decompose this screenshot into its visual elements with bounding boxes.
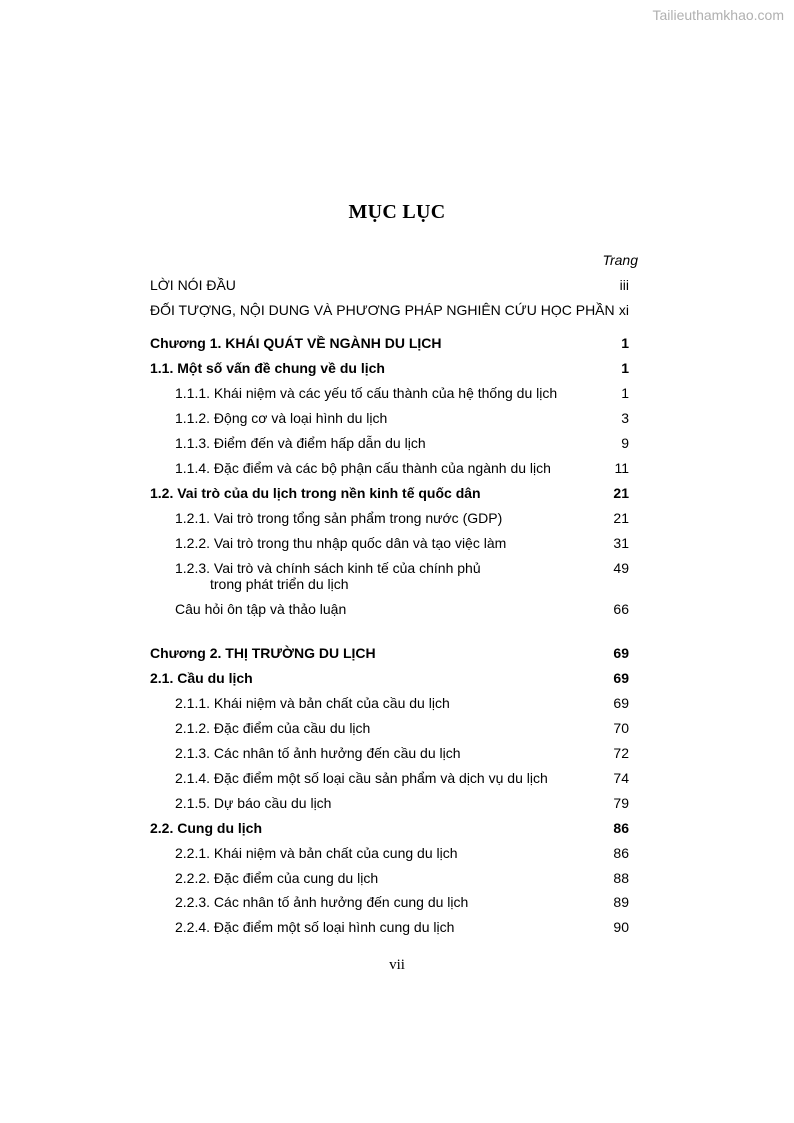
toc-section-2-2[interactable] xyxy=(150,820,629,836)
toc-entry-page: 9 xyxy=(621,435,629,451)
toc-entry-page: 72 xyxy=(613,745,629,761)
toc-chapter-1[interactable] xyxy=(150,335,629,351)
toc-entry-label: Chương 1. KHÁI QUÁT VỀ NGÀNH DU LỊCH xyxy=(150,335,442,351)
toc-entry-page: 31 xyxy=(613,535,629,551)
toc-entry-page: 69 xyxy=(613,645,629,661)
toc-subsection-2-2-1[interactable] xyxy=(175,845,629,861)
toc-entry-label: Câu hỏi ôn tập và thảo luận xyxy=(175,601,347,617)
toc-entry-label: LỜI NÓI ĐẦU xyxy=(150,277,236,293)
toc-entry-page: 88 xyxy=(613,870,629,886)
toc-entry-label: 1.1.1. Khái niệm và các yếu tố cấu thành của hệ thống du lịch xyxy=(175,385,558,401)
toc-subsection-1-2-1[interactable] xyxy=(175,510,629,526)
page-number: vii xyxy=(389,957,405,973)
toc-entry-page: 74 xyxy=(613,770,629,786)
toc-review-questions-1[interactable] xyxy=(175,601,629,617)
toc-subsection-2-1-3[interactable] xyxy=(175,745,629,761)
toc-subsection-1-2-2[interactable] xyxy=(175,535,629,551)
toc-entry-page: 90 xyxy=(613,919,629,935)
toc-entry-label: 2.1.3. Các nhân tố ảnh hưởng đến cầu du lịch xyxy=(175,745,461,761)
toc-entry-page: iii xyxy=(619,277,629,293)
toc-entry-page: 21 xyxy=(613,485,629,501)
toc-entry-label: 2.2.4. Đặc điểm một số loại hình cung du lịch xyxy=(175,919,455,935)
toc-entry-page: 3 xyxy=(621,410,629,426)
toc-entry-page: 1 xyxy=(621,335,629,351)
toc-section-1-1[interactable] xyxy=(150,360,629,376)
toc-entry-page: 79 xyxy=(613,795,629,811)
toc-subsection-2-2-2[interactable] xyxy=(175,870,629,886)
page-title: MỤC LỤC xyxy=(348,201,446,223)
toc-entry-label: 2.1. Cầu du lịch xyxy=(150,670,253,686)
toc-entry-page: 1 xyxy=(621,360,629,376)
toc-subsection-1-1-2[interactable] xyxy=(175,410,629,426)
toc-entry-page: 21 xyxy=(613,510,629,526)
toc-entry-label: 2.1.4. Đặc điểm một số loại cầu sản phẩm và dịch vụ du lịch xyxy=(175,770,548,786)
toc-chapter-2[interactable] xyxy=(150,645,629,661)
toc-entry-label: 1.1.4. Đặc điểm và các bộ phận cấu thành của ngành du lịch xyxy=(175,460,551,476)
toc-entry-page: 1 xyxy=(621,385,629,401)
toc-entry-page: 11 xyxy=(614,460,629,476)
toc-entry-label: 1.2.3. Vai trò và chính sách kinh tế của chính phủ xyxy=(175,560,481,576)
toc-entry-label: ĐỐI TƯỢNG, NỘI DUNG VÀ PHƯƠNG PHÁP NGHIÊN CỨU HỌC PHẦN xyxy=(150,302,615,318)
toc-entry-page: 86 xyxy=(613,820,629,836)
toc-entry-label: 1.1.2. Động cơ và loại hình du lịch xyxy=(175,410,388,426)
toc-subsection-1-2-3[interactable] xyxy=(175,560,629,592)
toc-subsection-2-1-4[interactable] xyxy=(175,770,629,786)
toc-entry-label: 2.1.1. Khái niệm và bản chất của cầu du lịch xyxy=(175,695,450,711)
toc-entry-page: xi xyxy=(618,302,629,318)
toc-entry-label: 2.2.3. Các nhân tố ảnh hưởng đến cung du lịch xyxy=(175,894,469,910)
toc-entry-loi-noi-dau[interactable] xyxy=(150,277,629,293)
toc-entry-label: 1.2.1. Vai trò trong tổng sản phẩm trong nước (GDP) xyxy=(175,510,503,526)
toc-entry-label: 1.1.3. Điểm đến và điểm hấp dẫn du lịch xyxy=(175,435,426,451)
toc-entry-page: 69 xyxy=(613,695,629,711)
toc-subsection-2-1-1[interactable] xyxy=(175,695,629,711)
toc-entry-label: 1.2.2. Vai trò trong thu nhập quốc dân và tạo việc làm xyxy=(175,535,507,551)
toc-entry-label: 1.1. Một số vấn đề chung về du lịch xyxy=(150,360,385,376)
toc-entry-label: 2.1.2. Đặc điểm của cầu du lịch xyxy=(175,720,371,736)
toc-entry-label: 2.2.1. Khái niệm và bản chất của cung du lịch xyxy=(175,845,458,861)
trang-column-label: Trang xyxy=(602,252,638,268)
toc-subsection-1-1-4[interactable] xyxy=(175,460,629,476)
toc-entry-page: 86 xyxy=(613,845,629,861)
toc-entry-label-continuation: trong phát triển du lịch xyxy=(210,576,349,592)
toc-subsection-2-2-3[interactable] xyxy=(175,894,629,910)
watermark: Tailieuthamkhao.com xyxy=(652,7,784,23)
toc-entry-label-block xyxy=(175,560,481,592)
toc-subsection-2-2-4[interactable] xyxy=(175,919,629,935)
toc-entry-label: 2.2. Cung du lịch xyxy=(150,820,263,836)
toc-entry-page: 89 xyxy=(613,894,629,910)
toc-section-2-1[interactable] xyxy=(150,670,629,686)
toc-subsection-1-1-3[interactable] xyxy=(175,435,629,451)
toc-subsection-2-1-5[interactable] xyxy=(175,795,629,811)
toc-entry-label: Chương 2. THỊ TRƯỜNG DU LỊCH xyxy=(150,645,376,661)
toc-entry-label: 1.2. Vai trò của du lịch trong nền kinh tế quốc dân xyxy=(150,485,481,501)
toc-entry-page: 69 xyxy=(613,670,629,686)
toc-subsection-2-1-2[interactable] xyxy=(175,720,629,736)
toc-entry-page: 66 xyxy=(613,601,629,617)
toc-subsection-1-1-1[interactable] xyxy=(175,385,629,401)
toc-entry-doi-tuong[interactable] xyxy=(150,302,629,318)
toc-entry-label: 2.2.2. Đặc điểm của cung du lịch xyxy=(175,870,379,886)
toc-entry-page: 49 xyxy=(613,560,629,576)
toc-entry-label: 2.1.5. Dự báo cầu du lịch xyxy=(175,795,332,811)
toc-section-1-2[interactable] xyxy=(150,485,629,501)
toc-entry-page: 70 xyxy=(613,720,629,736)
